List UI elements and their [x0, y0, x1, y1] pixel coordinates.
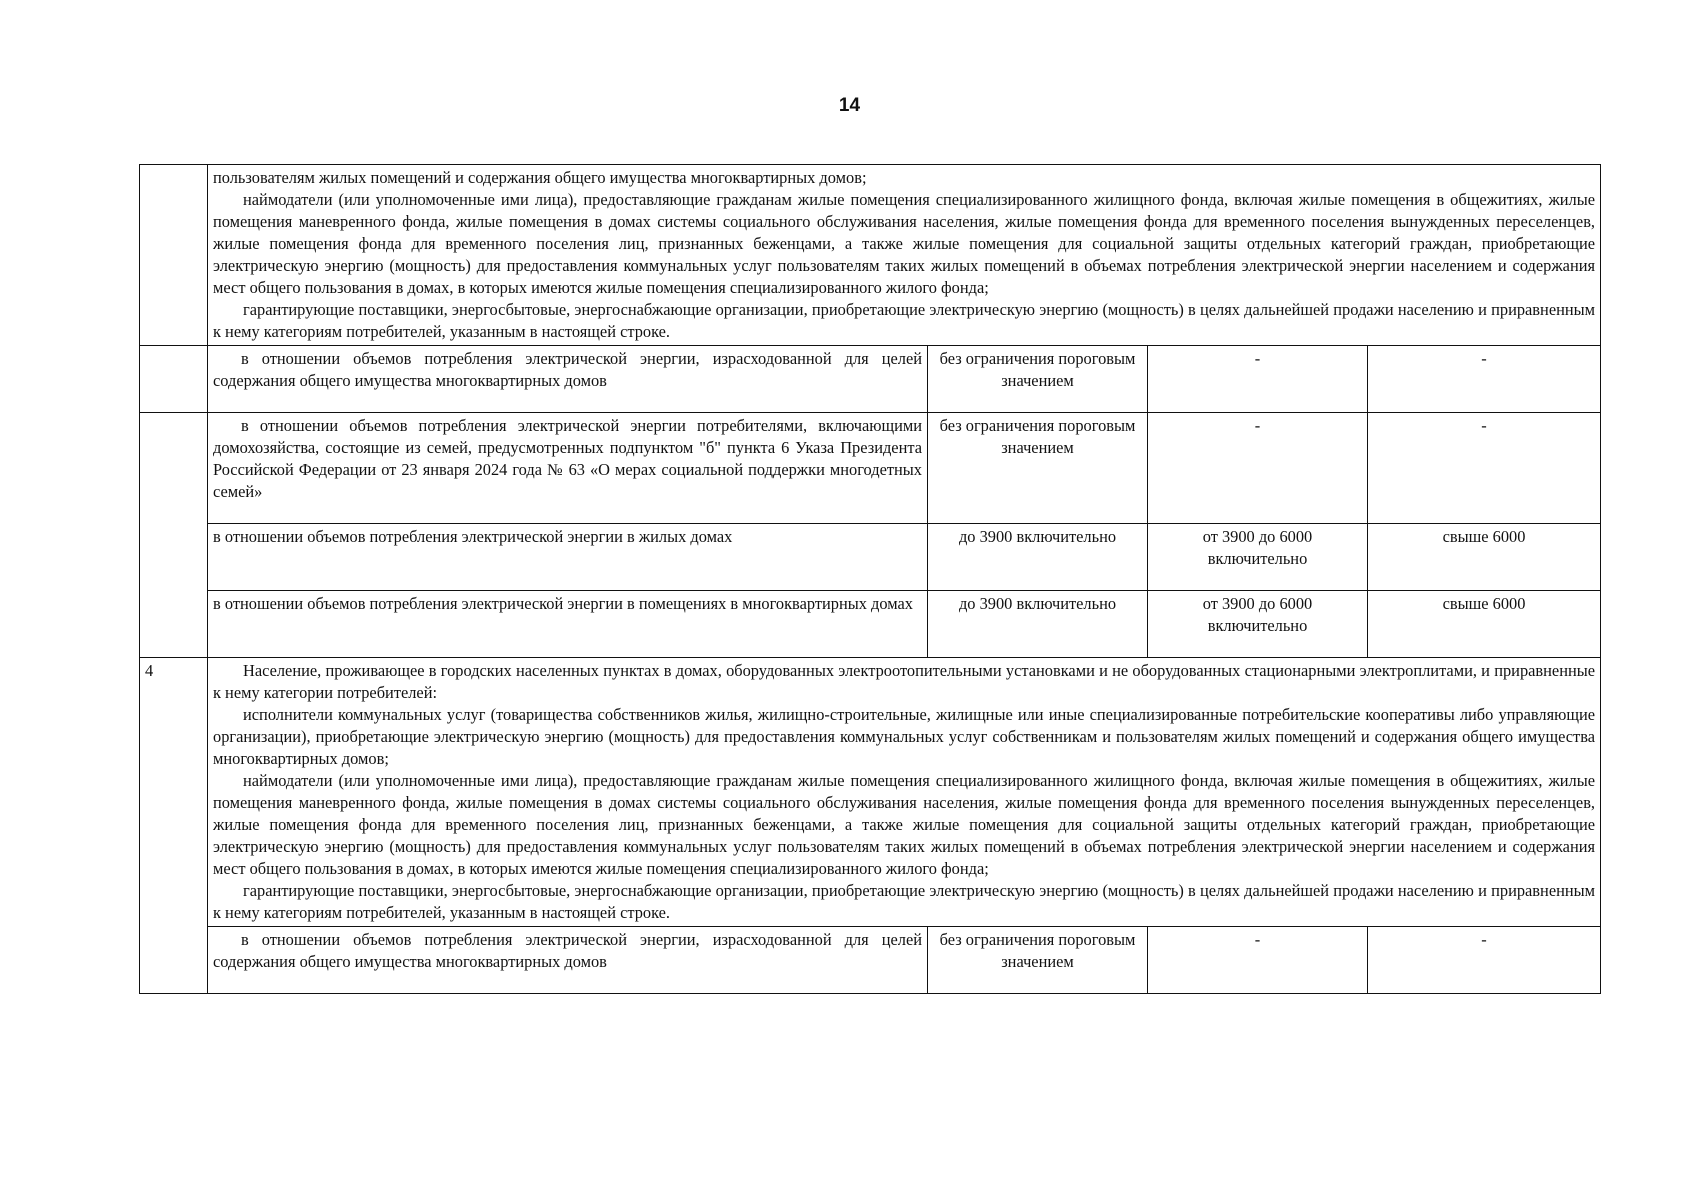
threshold-cell-2: -	[1148, 927, 1368, 994]
condition-cell	[208, 524, 928, 591]
threshold-cell-1: до 3900 включительно	[928, 591, 1148, 658]
threshold-cell-1: без ограничения пороговым значением	[928, 927, 1148, 994]
paragraph: наймодатели (или уполномоченные ими лица), предоставляющие гражданам жилые помещения специализированного жилищного фонда, включая жилые помещения в общежитиях, жилые помещения маневренного фонда, жилые помещения в домах системы социального обслуживания населения, жилые помещения фонда для временного поселения вынужденных переселенцев, жилые помещения фонда для временного поселения лиц, признанных беженцами, а также жилые помещения для социальной защиты отдельных категорий граждан, приобретающие электрическую энергию (мощность) для предоставления коммунальных услуг пользователям таких жилых помещений в объемах потребления электрической энергии населением и содержания мест общего пользования в домах, в которых имеются жилые помещения специализированного жилого фонда;	[213, 771, 1596, 878]
condition-cell	[208, 346, 928, 413]
table-row	[140, 413, 1601, 524]
row-number-cell: 4	[140, 658, 208, 994]
threshold-cell-3: -	[1368, 413, 1601, 524]
description-cell	[208, 658, 1601, 927]
condition-text: в отношении объемов потребления электрической энергии, израсходованной для целей содержания общего имущества многоквартирных домов	[213, 349, 922, 390]
row-number-cell	[140, 413, 208, 658]
paragraph: пользователям жилых помещений и содержания общего имущества многоквартирных домов;	[213, 168, 867, 187]
threshold-cell-2: -	[1148, 346, 1368, 413]
threshold-cell-1: без ограничения пороговым значением	[928, 413, 1148, 524]
table-row	[140, 524, 1601, 591]
condition-cell	[208, 927, 928, 994]
condition-text: в отношении объемов потребления электрической энергии в помещениях в многоквартирных домах	[213, 594, 913, 613]
threshold-cell-2: -	[1148, 413, 1368, 524]
paragraph: Население, проживающее в городских населенных пунктах в домах, оборудованных электроотопительными установками и не оборудованных стационарными электроплитами, и приравненные к нему категории потребителей:	[213, 661, 1596, 702]
threshold-cell-3: -	[1368, 346, 1601, 413]
table-row	[140, 165, 1601, 346]
condition-text: в отношении объемов потребления электрической энергии в жилых домах	[213, 527, 733, 546]
condition-text: в отношении объемов потребления электрической энергии, израсходованной для целей содержания общего имущества многоквартирных домов	[213, 930, 922, 971]
row-number-cell	[140, 165, 208, 346]
description-cell	[208, 165, 1601, 346]
threshold-cell-1: без ограничения пороговым значением	[928, 346, 1148, 413]
paragraph: гарантирующие поставщики, энергосбытовые, энергоснабжающие организации, приобретающие электрическую энергию (мощность) в целях дальнейшей продажи населению и приравненным к нему категориям потребителей, указанным в настоящей строке.	[213, 300, 1596, 341]
page-number: 14	[838, 95, 861, 116]
threshold-cell-1: до 3900 включительно	[928, 524, 1148, 591]
table-row	[140, 591, 1601, 658]
threshold-cell-2: от 3900 до 6000 включительно	[1148, 524, 1368, 591]
threshold-cell-2: от 3900 до 6000 включительно	[1148, 591, 1368, 658]
table-row	[140, 658, 1601, 927]
paragraph: наймодатели (или уполномоченные ими лица), предоставляющие гражданам жилые помещения специализированного жилищного фонда, включая жилые помещения в общежитиях, жилые помещения маневренного фонда, жилые помещения в домах системы социального обслуживания населения, жилые помещения фонда для временного поселения вынужденных переселенцев, жилые помещения фонда для временного поселения лиц, признанных беженцами, а также жилые помещения для социальной защиты отдельных категорий граждан, приобретающие электрическую энергию (мощность) для предоставления коммунальных услуг пользователям таких жилых помещений в объемах потребления электрической энергии населением и содержания мест общего пользования в домах, в которых имеются жилые помещения специализированного жилого фонда;	[213, 190, 1596, 297]
table-row	[140, 346, 1601, 413]
row-number-cell	[140, 346, 208, 413]
condition-cell	[208, 591, 928, 658]
tariff-table	[139, 164, 1601, 994]
paragraph: исполнители коммунальных услуг (товарищества собственников жилья, жилищно-строительные, жилищные или иные специализированные потребительские кооперативы либо управляющие организации), приобретающие электрическую энергию (мощность) для предоставления коммунальных услуг собственникам и пользователям жилых помещений и содержания общего имущества многоквартирных домов;	[213, 705, 1596, 768]
threshold-cell-3: свыше 6000	[1368, 591, 1601, 658]
threshold-cell-3: -	[1368, 927, 1601, 994]
condition-cell	[208, 413, 928, 524]
paragraph: гарантирующие поставщики, энергосбытовые, энергоснабжающие организации, приобретающие электрическую энергию (мощность) в целях дальнейшей продажи населению и приравненным к нему категориям потребителей, указанным в настоящей строке.	[213, 881, 1596, 922]
condition-text: в отношении объемов потребления электрической энергии потребителями, включающими домохозяйства, состоящие из семей, предусмотренных подпунктом "б" пункта 6 Указа Президента Российской Федерации от 23 января 2024 года № 63 «О мерах социальной поддержки многодетных семей»	[213, 416, 922, 501]
threshold-cell-3: свыше 6000	[1368, 524, 1601, 591]
table-row	[140, 927, 1601, 994]
